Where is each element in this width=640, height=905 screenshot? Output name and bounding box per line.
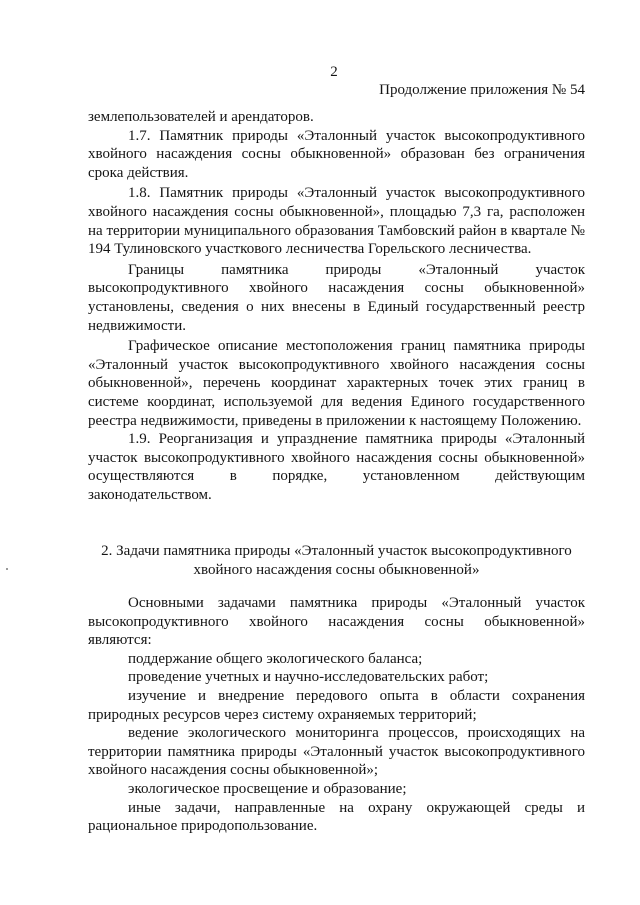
section-2-body [88,594,585,836]
section-1-body [88,108,585,504]
task-item: изучение и внедрение передового опыта в области сохранения природных ресурсов через систему охраняемых территорий; [88,687,585,723]
section-2-title-line-1: 2. Задачи памятника природы «Эталонный участок высокопродуктивного [101,543,572,559]
scan-mark [6,568,8,570]
task-item: поддержание общего экологического баланса; [128,650,423,667]
task-item: проведение учетных и научно-исследовательских работ; [128,669,489,686]
task-item: иные задачи, направленные на охрану окружающей среды и рациональное природопользование. [88,799,585,835]
paragraph-1-9: 1.9. Реорганизация и упразднение памятника природы «Эталонный участок высокопродуктивного хвойного насаждения сосны обыкновенной» осуществляются в порядке, установленном действующим законодательством. [88,431,585,503]
section-2-title [88,542,585,580]
task-item: экологическое просвещение и образование; [128,780,407,797]
paragraph-1-7: 1.7. Памятник природы «Эталонный участок высокопродуктивного хвойного насаждения сосны обыкновенной» образован без ограничения срока действия. [88,127,585,181]
paragraph-graphic-description: Графическое описание местоположения границ памятника природы «Эталонный участок высокопродуктивного хвойного насаждения сосны обыкновенной», перечень координат характерных точек этих границ в системе координат, используемой для ведения Единого государственного реестра недвижимости, приведены в приложении к настоящему Положению. [88,338,585,429]
annex-header: Продолжение приложения № 54 [379,82,585,98]
paragraph-1-8: 1.8. Памятник природы «Эталонный участок высокопродуктивного хвойного насаждения сосны обыкновенной», площадью 7,3 га, расположен на территории муниципального образования Тамбовский район в квартале № 194 Тулиновского участкового лесничества Горельского лесничества. [88,185,585,258]
task-item: ведение экологического мониторинга процессов, происходящих на территории памятника природы «Эталонный участок высокопродуктивного хвойного насаждения сосны обыкновенной»; [88,725,585,779]
page-number: 2 [330,64,338,80]
paragraph-boundaries: Границы памятника природы «Эталонный участок высокопродуктивного хвойного насаждения сосны обыкновенной» установлены, сведения о них внесены в Единый государственный реестр недвижимости. [88,261,585,334]
paragraph-continuation: землепользователей и арендаторов. [88,109,314,125]
section-2-intro: Основными задачами памятника природы «Эталонный участок высокопродуктивного хвойного насаждения сосны обыкновенной» являются: [88,595,585,649]
section-2-title-line-2: хвойного насаждения сосны обыкновенной» [193,562,480,578]
